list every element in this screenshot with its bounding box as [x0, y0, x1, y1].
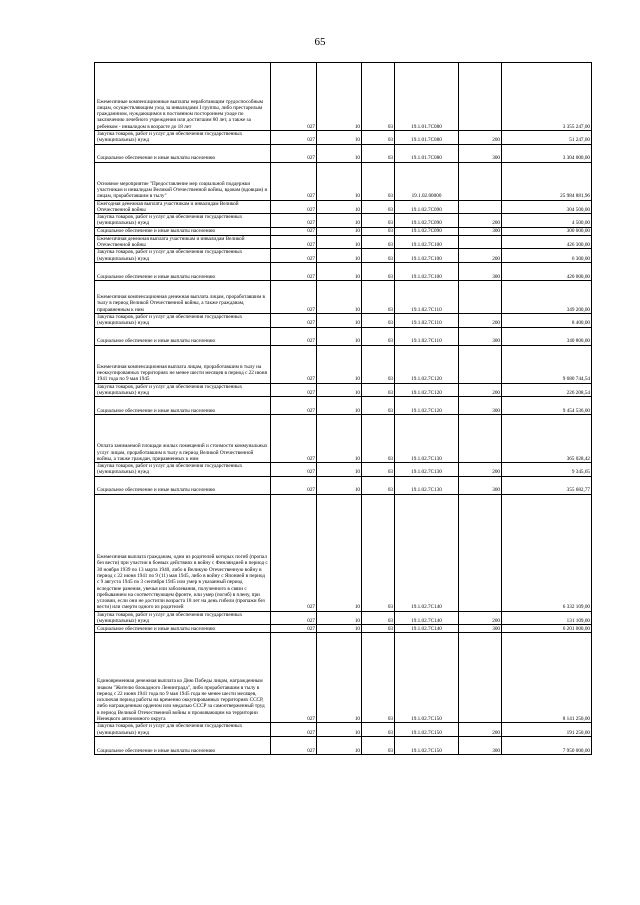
cell-vid: [459, 280, 502, 313]
cell-amount: 6 332 109,00: [502, 494, 592, 611]
cell-amount: 3 355 247,00: [502, 63, 592, 131]
cell-ministry: 027: [271, 63, 317, 131]
cell-name: Закупка товаров, работ и услуг для обеспечения государственных (муниципальных) нужд: [95, 313, 271, 327]
table-row: [95, 227, 592, 235]
cell-subsection: 03: [362, 313, 395, 327]
cell-vid: 300: [459, 262, 502, 280]
cell-amount: 420 000,00: [502, 262, 592, 280]
cell-target: 19.1.02.7C090: [395, 227, 459, 235]
cell-target: 19.1.02.7C130: [395, 476, 459, 494]
cell-ministry: 027: [271, 463, 317, 477]
cell-target: 19.1.02.7C100: [395, 235, 459, 249]
cell-vid: 200: [459, 313, 502, 327]
table-row: [95, 162, 592, 200]
cell-section: 10: [317, 262, 362, 280]
cell-subsection: 03: [362, 625, 395, 633]
table-row: [95, 313, 592, 327]
cell-name: Социальное обеспечение и иные выплаты населению: [95, 327, 271, 345]
cell-section: 10: [317, 235, 362, 249]
cell-name: Закупка товаров, работ и услуг для обеспечения государственных (муниципальных) нужд: [95, 383, 271, 397]
cell-vid: [459, 415, 502, 463]
cell-name: Закупка товаров, работ и услуг для обеспечения государственных (муниципальных) нужд: [95, 463, 271, 477]
cell-subsection: 03: [362, 235, 395, 249]
cell-ministry: 027: [271, 280, 317, 313]
cell-subsection: 03: [362, 633, 395, 723]
cell-ministry: 027: [271, 313, 317, 327]
cell-ministry: 027: [271, 262, 317, 280]
budget-table: [94, 62, 592, 755]
cell-target: 19.1.02.7C120: [395, 397, 459, 415]
cell-vid: 300: [459, 397, 502, 415]
cell-section: 10: [317, 383, 362, 397]
cell-name: Основное мероприятие "Предоставление мер социальной поддержки участникам и инвалидам Великой Отечественной войны, вдовам (вдовцам) и лицам, проработавшим в тылу": [95, 162, 271, 200]
cell-vid: [459, 494, 502, 611]
table-row: [95, 611, 592, 625]
cell-subsection: 03: [362, 131, 395, 145]
cell-name: Закупка товаров, работ и услуг для обеспечения государственных (муниципальных) нужд: [95, 131, 271, 145]
table-row: [95, 415, 592, 463]
cell-vid: 300: [459, 227, 502, 235]
cell-ministry: 027: [271, 415, 317, 463]
cell-section: 10: [317, 227, 362, 235]
cell-ministry: 027: [271, 131, 317, 145]
cell-ministry: 027: [271, 327, 317, 345]
cell-subsection: 03: [362, 345, 395, 383]
cell-section: 10: [317, 633, 362, 723]
cell-amount: 300 000,00: [502, 227, 592, 235]
cell-target: 19.1.02.7C120: [395, 345, 459, 383]
cell-ministry: 027: [271, 736, 317, 754]
cell-target: 19.1.02.7C090: [395, 200, 459, 214]
cell-vid: 200: [459, 214, 502, 228]
cell-vid: 200: [459, 131, 502, 145]
cell-amount: 226 208,54: [502, 383, 592, 397]
cell-ministry: 027: [271, 162, 317, 200]
cell-amount: 304 500,00: [502, 200, 592, 214]
cell-section: 10: [317, 723, 362, 737]
cell-name: Социальное обеспечение и иные выплаты населению: [95, 476, 271, 494]
cell-vid: 200: [459, 383, 502, 397]
cell-name: Социальное обеспечение и иные выплаты населению: [95, 736, 271, 754]
table-row: [95, 249, 592, 263]
cell-section: 10: [317, 313, 362, 327]
table-row: [95, 327, 592, 345]
cell-subsection: 03: [362, 415, 395, 463]
cell-section: 10: [317, 327, 362, 345]
cell-amount: 8 141 250,00: [502, 633, 592, 723]
cell-subsection: 03: [362, 214, 395, 228]
cell-subsection: 03: [362, 494, 395, 611]
table-row: [95, 235, 592, 249]
cell-amount: 355 682,77: [502, 476, 592, 494]
cell-name: Социальное обеспечение и иные выплаты населению: [95, 262, 271, 280]
table-row: [95, 144, 592, 162]
cell-amount: 7 950 000,00: [502, 736, 592, 754]
cell-subsection: 03: [362, 162, 395, 200]
cell-ministry: 027: [271, 214, 317, 228]
cell-ministry: 027: [271, 633, 317, 723]
cell-amount: 4 500,00: [502, 214, 592, 228]
cell-subsection: 03: [362, 611, 395, 625]
cell-vid: 300: [459, 476, 502, 494]
cell-target: 19.1.01.7C080: [395, 131, 459, 145]
cell-vid: 200: [459, 723, 502, 737]
cell-ministry: 027: [271, 383, 317, 397]
cell-target: 19.1.02.00000: [395, 162, 459, 200]
cell-subsection: 03: [362, 397, 395, 415]
cell-subsection: 03: [362, 144, 395, 162]
cell-ministry: 027: [271, 397, 317, 415]
cell-amount: 9 345,65: [502, 463, 592, 477]
cell-vid: 300: [459, 736, 502, 754]
cell-section: 10: [317, 144, 362, 162]
table-row: [95, 63, 592, 131]
table-body: [95, 63, 592, 755]
cell-name: Ежемесячные компенсационные выплаты неработающим трудоспособным лицам, осуществляющим уход за инвалидами I группы, либо престарелым гражданином, нуждающимся в постоянном постороннем уходе по заключению лечебного учреждения или достигшим 80 лет, а также за ребенком - инвалидом в возрасте до 18 лет: [95, 63, 271, 131]
cell-subsection: 03: [362, 476, 395, 494]
cell-vid: 200: [459, 463, 502, 477]
cell-ministry: 027: [271, 235, 317, 249]
cell-name: Ежемесячная выплата гражданам, одни из родителей которых погиб (пропал без вести) при участии в боевых действиях в войну с Финляндией в период с 30 ноября 1939 по 13 марта 1940, либо в Великую Отечественную войну в период с 22 июня 1941 по 9 (11) мая 1945, либо в войну с Японией в период с 9 августа 1945 по 3 сентября 1945 или умер в указанный период вследствие ранения, увечья или заболевания, полученного в связи с пребыванием на соответствующем фронте, или умер (погиб) в плену, при условии, если они не достигли возраста 18 лет на день гибели (пропажи без вести) или смерти одного из родителей: [95, 494, 271, 611]
cell-target: 19.1.02.7C130: [395, 415, 459, 463]
cell-section: 10: [317, 214, 362, 228]
cell-section: 10: [317, 736, 362, 754]
cell-name: Закупка товаров, работ и услуг для обеспечения государственных (муниципальных) нужд: [95, 723, 271, 737]
table-row: [95, 280, 592, 313]
cell-target: 19.1.02.7C150: [395, 723, 459, 737]
cell-subsection: 03: [362, 463, 395, 477]
cell-name: Закупка товаров, работ и услуг для обеспечения государственных (муниципальных) нужд: [95, 249, 271, 263]
cell-subsection: 03: [362, 200, 395, 214]
cell-section: 10: [317, 611, 362, 625]
cell-target: 19.1.01.7C080: [395, 63, 459, 131]
cell-name: Социальное обеспечение и иные выплаты населению: [95, 625, 271, 633]
cell-section: 10: [317, 415, 362, 463]
cell-vid: 300: [459, 144, 502, 162]
table-row: [95, 625, 592, 633]
cell-subsection: 03: [362, 227, 395, 235]
cell-vid: 300: [459, 625, 502, 633]
cell-section: 10: [317, 280, 362, 313]
cell-subsection: 03: [362, 249, 395, 263]
cell-target: 19.1.02.7C110: [395, 327, 459, 345]
cell-target: 19.1.02.7C140: [395, 625, 459, 633]
cell-subsection: 03: [362, 736, 395, 754]
cell-subsection: 03: [362, 262, 395, 280]
cell-ministry: 027: [271, 625, 317, 633]
cell-ministry: 027: [271, 611, 317, 625]
cell-name: Ежемесячная компенсационная выплата лицам, проработавшим в тылу на неоккупированных территориях не менее шести месяцев в период с 22 июня 1941 года по 9 мая 1945: [95, 345, 271, 383]
table-row: [95, 463, 592, 477]
table-row: [95, 214, 592, 228]
table-row: [95, 397, 592, 415]
cell-section: 10: [317, 476, 362, 494]
cell-name: Социальное обеспечение и иные выплаты населению: [95, 227, 271, 235]
cell-vid: 300: [459, 327, 502, 345]
cell-section: 10: [317, 63, 362, 131]
cell-name: Ежемесячная компенсационная денежная выплата лицам, проработавшим в тылу в период Великой Отечественной войны, а также гражданам, приравненным к ним: [95, 280, 271, 313]
cell-target: 19.1.02.7C110: [395, 313, 459, 327]
cell-target: 19.1.02.7C110: [395, 280, 459, 313]
cell-name: Ежемесячная денежная выплата участникам и инвалидам Великой Отечественной войны: [95, 235, 271, 249]
cell-section: 10: [317, 463, 362, 477]
cell-section: 10: [317, 200, 362, 214]
cell-amount: 8 400,00: [502, 313, 592, 327]
cell-section: 10: [317, 494, 362, 611]
page-number: 65: [314, 36, 326, 48]
cell-section: 10: [317, 625, 362, 633]
cell-amount: 191 250,00: [502, 723, 592, 737]
cell-target: 19.1.02.7C150: [395, 736, 459, 754]
cell-amount: 340 800,00: [502, 327, 592, 345]
cell-amount: 9 680 744,54: [502, 345, 592, 383]
cell-target: 19.1.02.7C090: [395, 214, 459, 228]
cell-name: Оплата занимаемой площади жилых помещений и стоимости коммунальных услуг лицам, проработавшим в тылу в период Великой Отечественной войны, а также граждан, приравненных к ним: [95, 415, 271, 463]
cell-ministry: 027: [271, 723, 317, 737]
cell-ministry: 027: [271, 227, 317, 235]
table-row: [95, 723, 592, 737]
cell-amount: 6 300,00: [502, 249, 592, 263]
cell-section: 10: [317, 249, 362, 263]
cell-target: 19.1.02.7C140: [395, 611, 459, 625]
table-row: [95, 200, 592, 214]
table-row: [95, 262, 592, 280]
cell-target: 19.1.02.7C150: [395, 633, 459, 723]
table-row: [95, 633, 592, 723]
table-row: [95, 494, 592, 611]
cell-target: 19.1.02.7C100: [395, 262, 459, 280]
cell-name: Закупка товаров, работ и услуг для обеспечения государственных (муниципальных) нужд: [95, 214, 271, 228]
cell-amount: 426 300,00: [502, 235, 592, 249]
cell-name: Единовременная денежная выплата ко Дню Победы лицам, награжденным знаком "Жителю блокадного Ленинграда", либо проработавшим в тылу в период с 22 июня 1941 года по 9 мая 1945 года не менее шести месяцев, исключая период работы на временно оккупированных территориях СССР, либо награжденным орденом или медалью СССР за самоотверженный труд в период Великой Отечественной войны и проживающим на территории Ненецкого автономного округа: [95, 633, 271, 723]
cell-ministry: 027: [271, 476, 317, 494]
cell-amount: 365 028,42: [502, 415, 592, 463]
table-row: [95, 345, 592, 383]
cell-name: Закупка товаров, работ и услуг для обеспечения государственных (муниципальных) нужд: [95, 611, 271, 625]
cell-name: Социальное обеспечение и иные выплаты населению: [95, 397, 271, 415]
table-row: [95, 383, 592, 397]
cell-vid: [459, 345, 502, 383]
cell-amount: 51 247,00: [502, 131, 592, 145]
cell-subsection: 03: [362, 723, 395, 737]
cell-ministry: 027: [271, 345, 317, 383]
cell-section: 10: [317, 131, 362, 145]
cell-vid: [459, 63, 502, 131]
cell-section: 10: [317, 162, 362, 200]
table-row: [95, 131, 592, 145]
cell-amount: 6 201 000,00: [502, 625, 592, 633]
cell-target: 19.1.01.7C080: [395, 144, 459, 162]
cell-vid: 200: [459, 611, 502, 625]
cell-amount: 3 304 000,00: [502, 144, 592, 162]
cell-amount: 9 454 536,00: [502, 397, 592, 415]
cell-section: 10: [317, 345, 362, 383]
cell-section: 10: [317, 397, 362, 415]
cell-amount: 349 200,00: [502, 280, 592, 313]
cell-amount: 25 984 881,96: [502, 162, 592, 200]
cell-name: Ежегодная денежная выплата участникам и инвалидам Великой Отечественной войны: [95, 200, 271, 214]
table-row: [95, 736, 592, 754]
cell-subsection: 03: [362, 383, 395, 397]
cell-subsection: 03: [362, 327, 395, 345]
cell-target: 19.1.02.7C140: [395, 494, 459, 611]
cell-amount: 131 109,00: [502, 611, 592, 625]
cell-vid: [459, 200, 502, 214]
cell-target: 19.1.02.7C100: [395, 249, 459, 263]
cell-target: 19.1.02.7C130: [395, 463, 459, 477]
cell-subsection: 03: [362, 280, 395, 313]
cell-name: Социальное обеспечение и иные выплаты населению: [95, 144, 271, 162]
cell-vid: [459, 633, 502, 723]
cell-vid: [459, 162, 502, 200]
table-row: [95, 476, 592, 494]
cell-subsection: 03: [362, 63, 395, 131]
cell-ministry: 027: [271, 200, 317, 214]
cell-ministry: 027: [271, 249, 317, 263]
cell-vid: 200: [459, 249, 502, 263]
cell-ministry: 027: [271, 494, 317, 611]
cell-ministry: 027: [271, 144, 317, 162]
cell-vid: [459, 235, 502, 249]
cell-target: 19.1.02.7C120: [395, 383, 459, 397]
